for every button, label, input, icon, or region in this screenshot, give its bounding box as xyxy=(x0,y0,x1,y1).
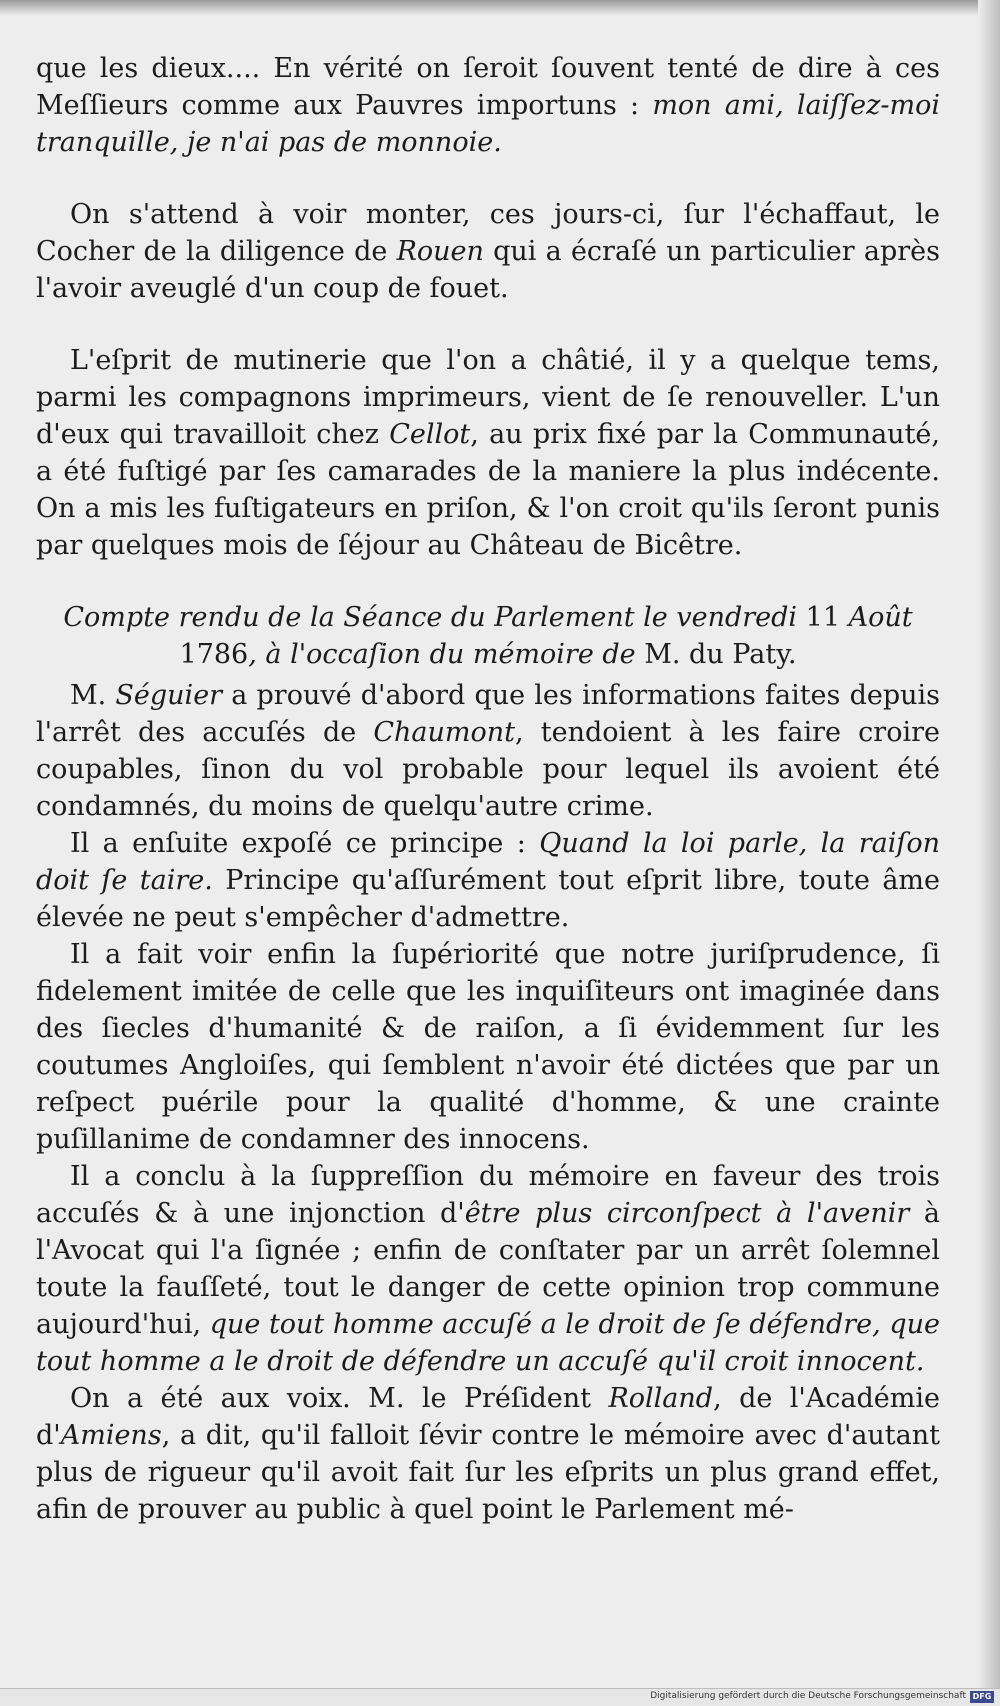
footer-credit-text: Digitalisierung gefördert durch die Deutsche Forschungsgemeinschaft xyxy=(650,1691,966,1701)
paragraph-5: Il a enſuite expoſé ce principe : Quand la loi parle, la raiſon doit ſe taire. Principe qu'aſſurément tout eſprit libre, toute âme élevée ne peut s'empêcher d'admettre. xyxy=(36,828,941,933)
paragraph-7: Il a conclu à la ſuppreſſion du mémoire en faveur des trois accuſés & à une injonction d'être plus circonſpect à l'avenir à l'Avocat qui l'a ſignée ; enfin de conſtater par un arrêt ſolemnel toute la fauſſeté, tout le danger de cette opinion trop commune aujourd'hui, que tout homme accuſé a le droit de ſe défendre, que tout homme a le droit de défendre un accuſé qu'il croit innocent. xyxy=(36,1161,941,1377)
dfg-logo-icon: DFG xyxy=(970,1691,994,1703)
paragraph-3: L'eſprit de mutinerie que l'on a châtié, il y a quelque tems, parmi les compagnons imprimeurs, vient de ſe renouveller. L'un d'eux qui travailloit chez Cellot, au prix fixé par la Communauté, a été fuſtigé par ſes camarades de la maniere la plus indécente. On a mis les fuſtigateurs en priſon, & l'on croit qu'ils ſeront punis par quelques mois de ſéjour au Château de Bicêtre. xyxy=(36,345,940,561)
paragraph-2: On s'attend à voir monter, ces jours-ci, ſur l'échaffaut, le Cocher de la diligence de Rouen qui a écraſé un particulier après l'avoir aveuglé d'un coup de fouet. xyxy=(36,199,940,304)
page-right-edge xyxy=(978,0,1000,1690)
paragraph-8: On a été aux voix. M. le Préſident Rolland, de l'Académie d'Amiens, a dit, qu'il falloit ſévir contre le mémoire avec d'autant plus de rigueur qu'il avoit fait ſur les eſprits un plus grand effet, afin de prouver au public à quel point le Parlement mé- xyxy=(36,1383,941,1525)
paragraph-6: Il a fait voir enfin la ſupériorité que notre juriſprudence, ſi fidelement imitée de celle que les inquiſiteurs ont imaginée dans des ſiecles d'humanité & de raiſon, a ſi évidemment ſur les coutumes Angloiſes, qui ſemblent n'avoir été dictées que par un reſpect puérile pour la qualité d'homme, & une crainte puſillanime de condamner des innocens. xyxy=(36,939,940,1155)
paragraph-4: M. Séguier a prouvé d'abord que les informations faites depuis l'arrêt des accuſés de Chaumont, tendoient à les faire croire coupables, ſinon du vol probable pour lequel ils avoient été condamnés, du moins de quelqu'autre crime. xyxy=(36,680,940,822)
digitization-footer xyxy=(0,1688,1000,1706)
paragraph-1: que les dieux.... En vérité on ſeroit ſouvent tenté de dire à ces Meſſieurs comme aux Pauvres importuns : mon ami, laiſſez-moi tranquille, je n'ai pas de monnoie. xyxy=(36,53,940,158)
page-text-block xyxy=(36,50,940,1528)
page-top-edge xyxy=(0,0,1000,16)
section-heading: Compte rendu de la Séance du Parlement le vendredi 11 Août 1786, à l'occaſion du mémoire de M. du Paty. xyxy=(63,602,913,670)
